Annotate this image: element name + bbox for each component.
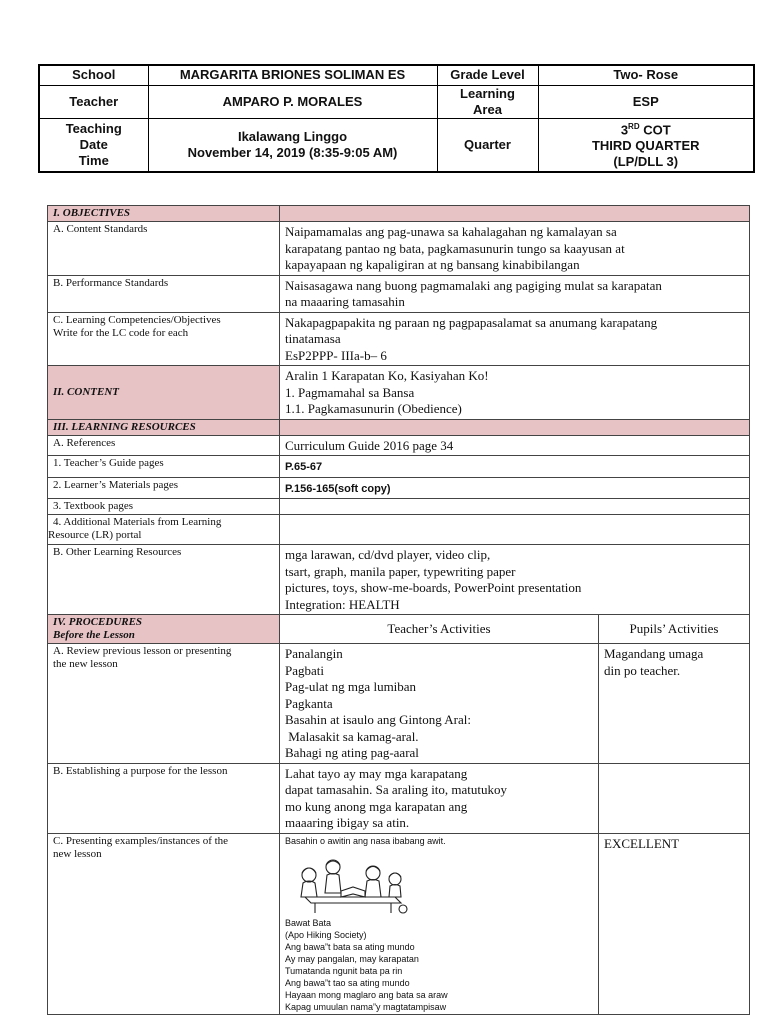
resources-heading: III. LEARNING RESOURCES xyxy=(48,419,280,435)
teachers-guide-label: 1. Teacher’s Guide pages xyxy=(48,456,280,478)
objectives-heading: I. OBJECTIVES xyxy=(48,206,280,222)
objectives-section-row xyxy=(48,206,750,222)
teachers-guide-row xyxy=(48,456,750,478)
textbook-label: 3. Textbook pages xyxy=(48,499,280,515)
additional-materials-row xyxy=(48,515,750,545)
content-standards-value: Naipamamalas ang pag-unawa sa kahalagahan ng kamalayan sa karapatang pantao ng bata, pagkamasunurin tungo sa kaayusan at kapayapaan ng kapaligiran at ng bansang kinabibilangan xyxy=(280,222,750,276)
content-heading: II. CONTENT xyxy=(48,366,280,420)
learners-materials-value: P.156-165(soft copy) xyxy=(280,477,750,499)
references-label: A. References xyxy=(48,435,280,456)
learning-area-label: Learning Area xyxy=(437,85,538,118)
teacher-value: AMPARO P. MORALES xyxy=(148,85,437,118)
learning-area-value: ESP xyxy=(538,85,754,118)
children-reading-illustration-icon xyxy=(291,853,411,915)
teachers-activities-header: Teacher’s Activities xyxy=(280,615,599,644)
competencies-row xyxy=(48,312,750,366)
school-label: School xyxy=(39,65,148,85)
content-standards-row xyxy=(48,222,750,276)
quarter-label: Quarter xyxy=(437,118,538,172)
performance-standards-row xyxy=(48,275,750,312)
date-time-value: Ikalawang Linggo November 14, 2019 (8:35-9:05 AM) xyxy=(148,118,437,172)
content-value: Aralin 1 Karapatan Ko, Kasiyahan Ko! 1. Pagmamahal sa Bansa 1.1. Pagkamasunurin (Obedience) xyxy=(280,366,750,420)
performance-standards-label: B. Performance Standards xyxy=(48,275,280,312)
procedures-header-row xyxy=(48,615,750,644)
lesson-plan-table xyxy=(47,205,750,1015)
examples-label: C. Presenting examples/instances of the new lesson xyxy=(48,833,280,1014)
review-lesson-row xyxy=(48,644,750,764)
teacher-label: Teacher xyxy=(39,85,148,118)
review-lesson-label: A. Review previous lesson or presenting the new lesson xyxy=(48,644,280,764)
examples-teacher: Basahin o awitin ang nasa ibabang awit. Bawat Bata (Apo Hiking Society) Ang bawa”t bata sa ating mundo Ay may pangalan, may karapatan Tumatanda ngunit bata pa rin Ang bawa”t tao sa ating mundo Hayaan mong maglaro ang bata sa araw Kapag umuulan nama”y magtatampisaw xyxy=(280,833,599,1014)
content-row xyxy=(48,366,750,420)
references-row xyxy=(48,435,750,456)
procedures-heading: IV. PROCEDURES Before the Lesson xyxy=(48,615,280,644)
performance-standards-value: Naisasagawa nang buong pagmamalaki ang pagiging mulat sa karapatan na maaaring tamasahin xyxy=(280,275,750,312)
competencies-value: Nakapagpapakita ng paraan ng pagpapasalamat sa anumang karapatang tinatamasa EsP2PPP- IIIa-b– 6 xyxy=(280,312,750,366)
teachers-guide-value: P.65-67 xyxy=(280,456,750,478)
learners-materials-row xyxy=(48,477,750,499)
other-resources-value: mga larawan, cd/dvd player, video clip, tsart, graph, manila paper, typewriting paper pictures, toys, show-me-boards, PowerPoint presentation Integration: HEALTH xyxy=(280,545,750,615)
competencies-label: C. Learning Competencies/Objectives Write for the LC code for each xyxy=(48,312,280,366)
examples-pupil: EXCELLENT xyxy=(599,833,750,1014)
school-value: MARGARITA BRIONES SOLIMAN ES xyxy=(148,65,437,85)
quarter-value: 3RD COT THIRD QUARTER (LP/DLL 3) xyxy=(538,118,754,172)
purpose-row xyxy=(48,763,750,833)
review-lesson-pupil: Magandang umaga din po teacher. xyxy=(599,644,750,764)
textbook-row xyxy=(48,499,750,515)
purpose-pupil xyxy=(599,763,750,833)
song-instruction: Basahin o awitin ang nasa ibabang awit. xyxy=(285,835,446,846)
other-resources-row xyxy=(48,545,750,615)
additional-materials-value xyxy=(280,515,750,545)
grade-label: Grade Level xyxy=(437,65,538,85)
teaching-date-time-label: Teaching Date Time xyxy=(39,118,148,172)
review-lesson-teacher: Panalangin Pagbati Pag-ulat ng mga lumiban Pagkanta Basahin at isaulo ang Gintong Aral: Malasakit sa kamag-aral. Bahagi ng ating pag-aaral xyxy=(280,644,599,764)
resources-section-row xyxy=(48,419,750,435)
textbook-value xyxy=(280,499,750,515)
examples-row xyxy=(48,833,750,1014)
learners-materials-label: 2. Learner’s Materials pages xyxy=(48,477,280,499)
content-standards-label: A. Content Standards xyxy=(48,222,280,276)
additional-materials-label: 4. Additional Materials from Learning Resource (LR) portal xyxy=(48,515,280,545)
pupils-activities-header: Pupils’ Activities xyxy=(599,615,750,644)
purpose-label: B. Establishing a purpose for the lesson xyxy=(48,763,280,833)
other-resources-label: B. Other Learning Resources xyxy=(48,545,280,615)
purpose-teacher: Lahat tayo ay may mga karapatang dapat tamasahin. Sa araling ito, matutukoy mo kung anong mga karapatan ang maaaring ibigay sa atin. xyxy=(280,763,599,833)
grade-value: Two- Rose xyxy=(538,65,754,85)
header-table xyxy=(38,64,755,173)
references-value: Curriculum Guide 2016 page 34 xyxy=(280,435,750,456)
